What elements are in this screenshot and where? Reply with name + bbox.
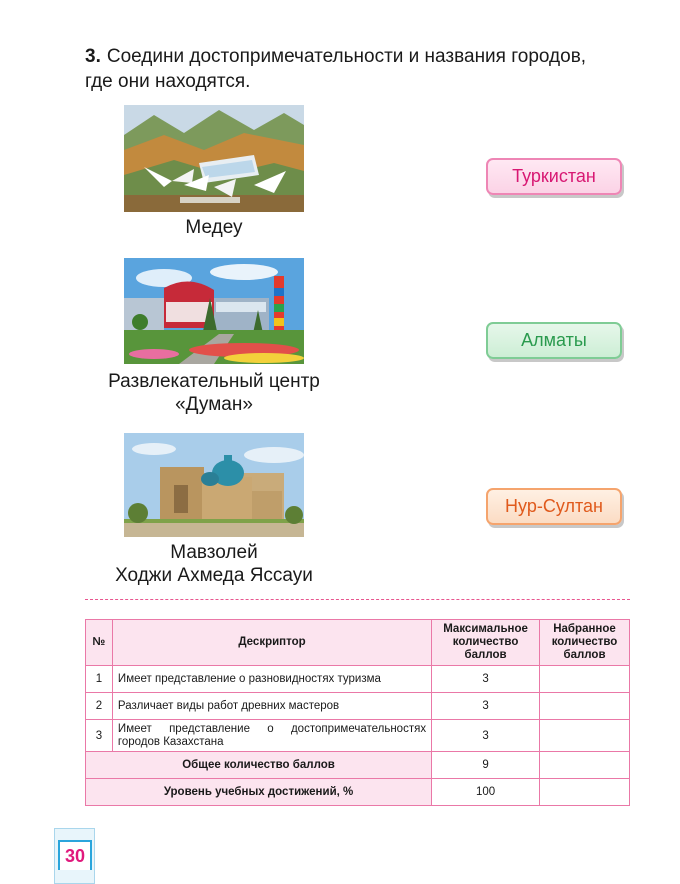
table-row: 2 Различает виды работ древних мастеров 3 [86,693,630,720]
level-row [86,779,630,806]
level-earned-cell[interactable] [540,779,630,806]
medeu-photo [124,105,304,212]
total-label: Общее количество баллов [86,752,432,779]
header-no: № [86,620,113,666]
header-earned-points: Набранное количество баллов [540,620,630,666]
task-number: 3. [85,46,101,67]
total-value: 9 [432,752,540,779]
city-turkistan-button[interactable]: Туркистан [486,158,622,195]
table-row: 3 Имеет представление о достопримечательностях городов Казахстана 3 [86,720,630,752]
city-almaty-button[interactable]: Алматы [486,322,622,359]
duman-caption: Развлекательный центр «Думан» [108,371,320,415]
page-number: 30 [58,840,92,870]
table-header-row [86,620,630,666]
dashed-divider [85,599,630,600]
header-max-points: Максимальное количество баллов [432,620,540,666]
task-heading [85,44,633,94]
level-label: Уровень учебных достижений, % [86,779,432,806]
earned-points-cell[interactable] [540,666,630,693]
header-descriptor: Дескриптор [112,620,431,666]
level-value: 100 [432,779,540,806]
task-text-line1: Соедини достопримечательности и названия городов, [106,46,587,67]
table-row: 1 Имеет представление о разновидностях туризма 3 [86,666,630,693]
mausoleum-photo [124,433,304,537]
earned-points-cell[interactable] [540,720,630,752]
medeu-caption: Медеу [185,217,243,238]
total-row [86,752,630,779]
earned-points-cell[interactable] [540,693,630,720]
total-earned-cell[interactable] [540,752,630,779]
city-nur-sultan-button[interactable]: Нур-Султан [486,488,622,525]
mausoleum-caption: Мавзолей Ходжи Ахмеда Яссауи [115,542,313,586]
duman-photo [124,258,304,364]
task-text-line2: где они находятся. [85,71,251,92]
assessment-table [85,619,630,806]
